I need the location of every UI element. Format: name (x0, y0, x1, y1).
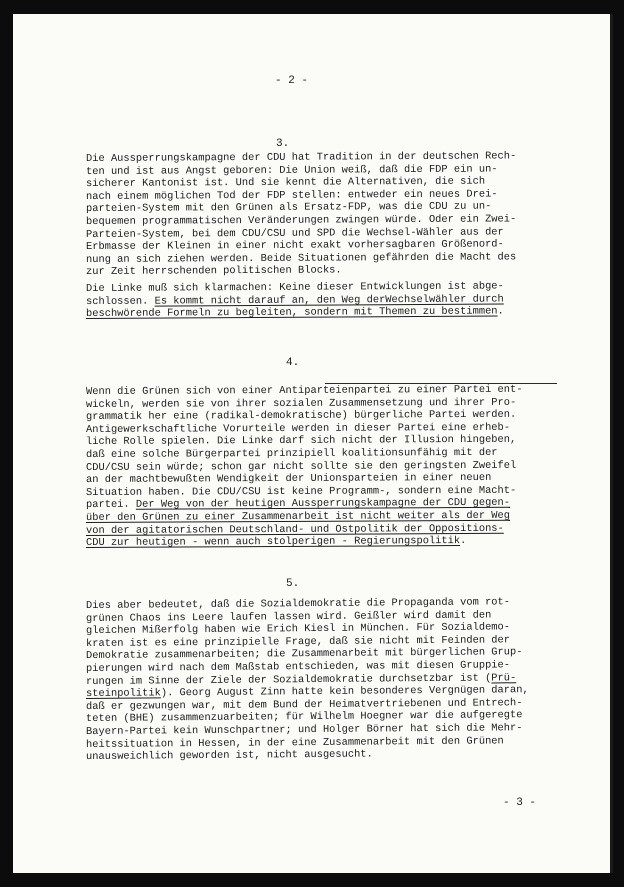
text-run: Die Aussperrungskampagne der CDU hat Tradition in der deutschen Rech- (85, 150, 517, 165)
section-4-paragraph-1 (85, 383, 566, 550)
text-run: Bayern-Partei kein Wunschpartner; und Holger Börner hat sich die Mehr- (85, 722, 523, 738)
underlined-text: steinpolitik (85, 687, 161, 701)
text-run: Erbmasse der Kleinen in einer nicht exakt vorhersagbaren Größenord- (85, 238, 504, 254)
text-run: CDU/CSU sein würde; schon gar nicht sollte sie den geringsten Zweifel (85, 459, 517, 474)
text-run: an der machtbewußten Wendigkeit der Unionsparteien in einer neuen (85, 472, 492, 487)
text-run: kraten ist es eine prinzipielle Frage, daß sie nicht mit Feinden der (85, 634, 511, 650)
text-run: ). Georg August Zinn hatte kein besonderes Vergnügen daran, (160, 684, 529, 700)
header-page-number: - 2 - (275, 75, 309, 87)
section-number: 5. (286, 578, 300, 590)
text-run: zur Zeit herrschenden politischen Blocks. (85, 264, 342, 279)
text-run: . (460, 535, 467, 548)
text-run: wickeln, werden sie von ihrer sozialen Zusammensetzung und ihrer Pro- (85, 396, 517, 411)
text-run: gleichen Mißerfolg haben wie Erich Kiesl in München. Für Sozialdemo- (85, 621, 511, 638)
underlined-text: Prü- (491, 671, 517, 685)
text-run: nung an sich ziehen werden. Beide Situationen gefährden die Macht des (85, 251, 517, 266)
text-run: teten (BHE) zusammenzuarbeiten; für Wilhelm Hoegner war die aufgeregte (85, 709, 523, 726)
underlined-text: beschwörende Formeln zu begleiten, sondern mit Themen zu bestimmen (85, 305, 498, 321)
text-run: parteien-System mit den Grünen als Ersatz-FDP, was die CDU zu un- (85, 200, 492, 216)
text-run: unausweichlich geworden ist, nicht ausgesucht. (85, 748, 373, 764)
text-run: Wenn die Grünen sich von einer Antiparteienpartei zu einer Partei ent- (85, 383, 523, 398)
section-3-paragraph-1 (85, 150, 566, 279)
text-run: Antigewerkschaftliche Vorurteile werden in dieser Partei eine erheb- (85, 421, 511, 436)
text-run: Die Linke muß sich klarmachen: Keine dieser Entwicklungen ist abge- (85, 280, 504, 295)
text-run: Parteien-System, bei dem CDU/CSU und SPD die Wechsel-Wähler aus der (85, 226, 504, 241)
text-run: Situation haben. Die CDU/CSU ist keine Programm-, sondern eine Macht- (85, 484, 517, 499)
text-line (86, 305, 566, 321)
text-run: partei. (85, 499, 136, 512)
text-run: sicherer Kantonist ist. Und sie kennt die Alternativen, die sich (85, 175, 486, 191)
text-line (86, 263, 566, 279)
underlined-text: Der Weg von der heutigen Aussperrungskampagne der CDU gegen- (135, 497, 511, 512)
underlined-text: CDU zur heutigen - wenn auch stolperigen - Regierungspolitik (85, 535, 461, 550)
underlined-text: über den Grünen zu einer Zusammenarbeit ist nicht weiter als der Weg (85, 509, 511, 524)
section-5-paragraph-1 (85, 596, 566, 764)
text-run: rungen im Sinne der Ziele der Sozialdemokratie durchsetzbar ist ( (85, 672, 492, 688)
text-run: pierungen wird nach dem Maßstab entschieden, was mit diesen Gruppie- (85, 659, 511, 675)
text-run: Demokratie zusammenarbeiten; die Zusammenarbeit mit bürgerlichen Grup- (85, 646, 523, 663)
section-number: 3. (276, 138, 290, 150)
text-run: bequemen programmatischen Veränderungen zwingen würde. Oder ein Zwei- (85, 213, 517, 228)
section-3-paragraph-2 (85, 280, 566, 321)
underlined-text: von der agitatorischen Deutschland- und Ostpolitik der Oppositions- (85, 522, 504, 537)
text-run: Dies aber bedeutet, daß die Sozialdemokratie die Propaganda vom rot- (85, 596, 511, 612)
text-run: schlossen. (85, 295, 155, 308)
text-line (86, 535, 566, 550)
text-run: daß eine solche Bürgerpartei prinzipiell koalitionsunfähig mit der (85, 446, 498, 461)
text-run: ten und ist aus Angst geboren: Die Union weiß, daß die FDP ein un- (85, 163, 498, 178)
text-run: grammatik her eine (radikal-demokratische) bürgerliche Partei werden. (85, 408, 517, 424)
text-run: daß er gezwungen war, mit dem Bund der Heimatvertriebenen und Entrech- (85, 696, 523, 713)
text-line (86, 747, 566, 764)
text-run: liche Rolle spielen. Die Linke darf sich nicht der Illusion hingeben, (85, 434, 517, 449)
footer-page-number: - 3 - (503, 797, 537, 809)
text-run: nach einem möglichen Tod der FDP stellen: entweder ein neues Drei- (85, 188, 498, 203)
text-run: grünen Chaos ins Leere laufen lassen wird. Geißler wird damit den (85, 609, 492, 625)
section-number: 4. (286, 357, 300, 369)
text-run: . (497, 305, 504, 318)
text-run: heitssituation in Hessen, in der eine Zusammenarbeit mit den Grünen (85, 734, 504, 751)
underlined-text: Es kommt nicht darauf an, den Weg derWechselwähler durch (154, 293, 504, 308)
